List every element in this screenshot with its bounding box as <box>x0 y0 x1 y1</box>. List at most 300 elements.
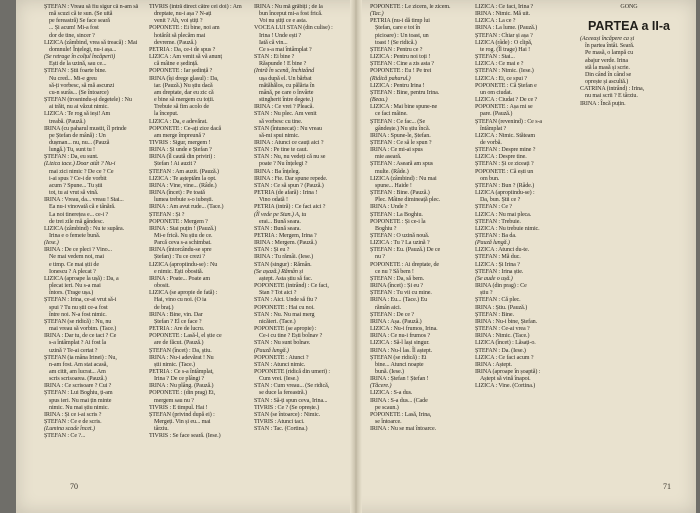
text-line: ȘTEFAN : Bine, pentru Irina. <box>370 89 440 96</box>
text-line: PETRIA : Da, ce-i de spus ? <box>149 46 216 53</box>
text-line: stingherit între degete.) <box>259 97 314 104</box>
text-line: ȘTEFAN : La Boghiu. <box>370 211 423 218</box>
text-line: lumea trebuie s-o iubești. <box>154 197 213 204</box>
text-line: IRINA (aproape în șoaptă) : <box>475 368 541 375</box>
text-line: te rog. (Îl trage) Hai ! <box>480 46 531 53</box>
text-line: POPONETE (ridică din umeri) : <box>254 368 330 375</box>
text-line: (Pauză lungă.) <box>254 347 289 354</box>
text-line: POPONETE : Lasă-l, el știe ce <box>149 333 222 340</box>
text-line: POPONETE : Așa mi se <box>475 104 533 111</box>
text-line: Iată că vin... <box>259 39 288 46</box>
text-line: IRINA (cu paharul mustit, îl prinde <box>44 125 127 132</box>
text-line: IRINA : Ștefan ! Ștefan ! <box>370 376 429 383</box>
text-line: STAN : Pe tine te caut. <box>254 147 308 154</box>
text-line: TIVRIS : Se face seară. (Iese.) <box>149 433 221 440</box>
text-line: ȘTEFAN : Stai... <box>475 54 515 61</box>
text-line: IRINA : Ce scrisoare ? Cui ? <box>44 383 112 390</box>
text-line: IRINA : Ba înțeleg. <box>254 168 300 175</box>
text-line: IRINA : Spune-le, Ștefan. <box>370 132 431 139</box>
text-line: știi nimic. (Tace.) <box>154 361 195 368</box>
text-line: POPONETE : Hai cu noi. <box>254 304 315 311</box>
text-line: întors. (Trage ușa.) <box>49 290 94 297</box>
text-line: LIZICA : Te rog să ieși! Am <box>44 111 111 118</box>
text-line: LIZICA (aproape la ușă) : Da, a <box>44 275 119 282</box>
text-line: STAN : Nu, nu vedeți că nu se <box>254 154 326 161</box>
text-line: venit ? Ah, voi știți ? <box>154 18 203 25</box>
text-line: POPONETE : Iar ședință ? <box>149 68 213 75</box>
text-line: de vorbă. <box>480 139 502 146</box>
text-line: STAN (întunecat) : Nu vreau <box>254 125 322 132</box>
text-line: TIVRIS : Ce ? (Se oprește.) <box>254 404 319 411</box>
text-line: IRINA : Așa. (Pauză.) <box>370 318 422 325</box>
text-line: LIZICA (se apropie de fată) : <box>149 290 218 297</box>
text-line: ȘTEFAN (încet) : Da, știu. <box>149 347 212 354</box>
text-line: i-ai spus ? Ce-i de vorbit <box>49 175 107 182</box>
text-line: multe. (Râde.) <box>375 168 409 175</box>
text-line: Mi-e frică. Nu știu de ce. <box>154 233 213 239</box>
text-line: POPONETE : Atunci ? <box>254 354 309 361</box>
text-line: (Lizica tace.) Doar atât ? Nu-i <box>44 161 116 168</box>
text-line: ȘTEFAN : Lui Boghiu, ți-am <box>44 390 113 397</box>
text-line: STAN : Nu sunt bolnav. <box>254 340 311 347</box>
text-line: POPONETE : Ai dreptate, de <box>370 261 439 268</box>
text-line: ȘTEFAN : Și ce ziceați ? <box>475 161 534 168</box>
text-line: IRINA : Ce mi-ai spus <box>370 147 423 154</box>
text-line: ȘTEFAN : Ba da. <box>475 233 517 239</box>
text-line: LIZICA : Da, e adevărat. <box>149 118 208 125</box>
text-line: de braț.) <box>154 304 174 311</box>
text-line: târziu. <box>154 426 169 433</box>
text-line: cu-n surâs... (Se întoarce) <box>49 89 109 96</box>
text-line: IRINA : Atunci ce cauți aici ? <box>254 139 324 146</box>
text-line: IRINA : Nimic. (Tace.) <box>475 333 530 340</box>
text-line: am dreptate, dar eu zic că <box>154 89 214 96</box>
text-line: POPONETE : Că Ștefan e <box>475 82 537 89</box>
right-column-3 <box>580 4 678 480</box>
text-line: IRINA : Am avut rude... (Tace.) <box>149 204 224 211</box>
text-line: IRINA (își drege glasul) : Da, <box>149 75 219 82</box>
text-line: LIZICA (zâmbind, vrea să treacă) : Mai <box>44 39 138 46</box>
text-line: (Lumina scade încet.) <box>44 426 95 433</box>
text-line: LIZICA : Atunci du-te. <box>475 247 529 254</box>
text-line: POPONETE : Lasă, Irina, <box>370 411 432 418</box>
text-line: ȘTEFAN : Ce să le spun ? <box>370 139 432 146</box>
text-line: dor de tine, sincer ? <box>49 32 95 39</box>
text-line: LIZICA : Mai bine spune-ne <box>370 104 438 111</box>
text-line: obosit. <box>154 283 170 290</box>
page-number-left: 70 <box>70 482 78 491</box>
text-line: Ionescu ? A plecat ? <box>49 268 96 275</box>
text-line: LIZICA : La ce ? <box>475 18 516 25</box>
right-column-2 <box>475 4 573 480</box>
text-line: Ștefan, care e tot în <box>375 25 421 32</box>
text-line: (Aceeași încăpere ca și <box>580 36 635 43</box>
text-line: IRINA : De ce pleci ? Vino... <box>44 247 112 254</box>
text-line: ȘTEFAN : Pentru ce ? <box>370 46 423 53</box>
text-line: n-am fost. Am stat acasă, <box>49 361 108 368</box>
text-line: IRINA : Tu rămâi. (Iese.) <box>254 254 314 261</box>
text-line: (Tăcere.) <box>370 383 392 390</box>
page-number-right: 71 <box>663 482 671 491</box>
text-line: IRINA (încet) : Pe toată <box>149 190 205 197</box>
text-line: STAN : Să-ți spun ceva, Irina... <box>254 397 328 404</box>
text-line: STAN : Nu plec. Am venit <box>254 111 317 118</box>
text-line: Ștefan ! Ai auzit ? <box>154 161 197 168</box>
text-line: ȘTEFAN : Nimic. (Iese.) <box>475 68 534 75</box>
text-line: ȘTEFAN : Ce ? <box>475 204 513 211</box>
text-line: de trei zile mă gândesc. <box>49 218 104 225</box>
text-line: IRINA : Ce vrei ? Pleacă. <box>254 104 314 111</box>
text-line: LIZICA : Și Irina ? <box>475 261 520 268</box>
text-line: (Pauză lungă.) <box>475 240 510 247</box>
text-line: POPONETE (intrând) : Ce faci, <box>254 283 329 290</box>
text-line: Ne mai vedem noi, mai <box>49 254 104 261</box>
text-line: LIZICA : Nu mai pleca. <box>475 211 532 218</box>
text-line: LIZICA : Am venit să vă anunț <box>149 54 222 61</box>
text-line: (Se așază.) Rămân și <box>254 268 304 275</box>
text-line: Ștefan) : Tu ce crezi ? <box>154 254 206 261</box>
text-line: (Intră în scenă, închizând <box>254 68 315 75</box>
text-line: PETRIA (de afară) : Irina ! <box>254 190 318 197</box>
text-line: Ești de la uzină, sau ce... <box>49 61 107 68</box>
text-line: IRINA : Nu plâng. (Pauză.) <box>149 383 214 390</box>
text-line: la început. <box>154 111 179 118</box>
text-line: mai vreau să vorbim. (Tace.) <box>49 326 117 333</box>
text-line: STAN : Nu. Nu mai merg <box>254 311 315 318</box>
text-line: bine... Atunci noapte <box>375 361 424 368</box>
text-line: PETRIA (nu-i dă timp lui <box>370 18 430 25</box>
text-line: (Se retrage în colțul încăperii) <box>44 54 116 61</box>
text-line: ȘTEFAN : Aseară am spus <box>370 161 433 168</box>
text-line: devreme. (Pauză.) <box>154 39 197 46</box>
text-line: ȘTEFAN : Bine. <box>475 311 514 318</box>
text-line: am merge împreună ? <box>154 132 205 139</box>
text-line: știu ? <box>480 290 493 297</box>
text-line: IRINA : Aștept. <box>475 361 512 368</box>
text-line: ȘTEFAN (se ridică) : Nu, nu <box>44 318 112 325</box>
text-line: ȘTEFAN : Eu. (Pauză.) De ce <box>370 247 441 254</box>
text-line: ȘTEFAN : Despre mine ? <box>475 147 536 154</box>
text-line: ȘTEFAN : Am auzit. (Pauză.) <box>149 168 219 175</box>
text-line: IRINA (întorcându-se spre <box>149 247 212 254</box>
left-column-2 <box>149 4 247 480</box>
text-line: nicăieri. (Tace.) <box>259 318 296 325</box>
text-line: POPONETE : Ei bine, noi am <box>149 25 220 32</box>
text-line: ȘTEFAN : Ce e de scris. <box>44 419 102 426</box>
text-line: toast ! (Se ridică.) <box>375 39 417 46</box>
text-line: picioare) : Un toast, un <box>375 32 429 39</box>
text-line: ȘTEFAN (privind după ei) : <box>149 411 215 418</box>
left-column-3 <box>254 4 352 480</box>
text-line: LIZICA : Ce mai e ? <box>475 61 524 68</box>
text-line: e timp. Ce mai știi de <box>49 261 99 268</box>
text-line: TIVRIS : Sigur, mergem ! <box>149 139 211 146</box>
text-line: IRINA : Ce nu-i frumos ? <box>370 333 431 340</box>
text-line: ȘTEFAN (trosnindu-și degetele) : Nu <box>44 97 132 104</box>
text-line: ȘTEFAN : Bine. (Pauză.) <box>370 190 430 197</box>
text-line: IRINA : Nimic. Mă uit. <box>475 11 531 18</box>
text-line: Stan ? Tot aici ? <box>259 290 297 297</box>
text-line: LIZICA (zâmbind) : Nu te supăra. <box>44 225 125 232</box>
text-line: e bine să mergem cu toții. <box>154 97 215 104</box>
text-line: mătăhălos, cu pălăria în <box>259 82 315 89</box>
text-line: ȘTEFAN : Și ? <box>149 211 185 218</box>
text-line: Irina ! Unde ești ? <box>259 32 302 39</box>
text-line: Plec. Mâine dimineață plec. <box>375 197 441 204</box>
text-line: ȘTEFAN : Ce fac... (Se <box>370 118 426 125</box>
text-line: IRINA : Știu. (Pauză.) <box>475 304 528 311</box>
text-line: (Ridică paharul.) <box>370 75 411 82</box>
text-line: ai trăit, nu ai văzut nimic. <box>49 104 109 111</box>
text-line: ȘTEFAN : Da, să bem. <box>370 275 425 282</box>
text-line: că mâine e ședință. <box>154 61 199 68</box>
text-line: ȘTEFAN : Da. (Iese.) <box>475 347 526 354</box>
text-line: IRINA : Vine, vine... (Râde.) <box>149 182 217 189</box>
text-line: mă scuzi că te sun. (Se uită <box>49 11 113 18</box>
text-line: IRINA : Încă puțin. <box>580 100 626 107</box>
text-line: IRINA : Eu... (Tace.) Eu <box>370 297 428 304</box>
text-line: ȘTEFAN (ia mâna Irinei) : Nu, <box>44 354 117 361</box>
text-line: (Tac.) <box>370 11 384 18</box>
text-line: IRINA : S-a dus... (Cade <box>370 397 428 404</box>
text-line: IRINA : Nu mă grăbiți ; de la <box>254 4 323 10</box>
text-line: LIZICA (apropiindu-se) : Nu <box>149 261 218 268</box>
text-line: aștept. Asta știu să fac. <box>259 275 313 282</box>
text-line: am citit, am lucrat... Am <box>49 368 106 375</box>
text-line: ȘTEFAN : Bun ? (Râde.) <box>475 182 535 189</box>
text-line: treabă. (Pauză.) <box>49 118 86 125</box>
text-line: POPONETE : Mergem ? <box>149 218 208 225</box>
text-line: (Se aude o ușă.) <box>475 275 513 282</box>
text-line: PETRIA : Are de lucru. <box>149 326 205 333</box>
text-line: ȘTEFAN : Tu vii cu mine. <box>370 290 432 297</box>
text-line: gândește.) Nu știu încă. <box>375 125 430 132</box>
text-line: nimic. Nu mai știu nimic. <box>49 404 109 411</box>
text-line: LIZICA : Vine. (Cortina.) <box>475 383 536 390</box>
text-line: Ea nu-i vinovată că e tânără. <box>49 204 116 211</box>
text-line: Voi nu știți ce e asta. <box>259 18 308 25</box>
text-line: IRINA (din prag) : Ce <box>475 283 527 290</box>
text-line: LIZICA (apropiindu-se) : <box>475 190 535 197</box>
text-line: (Iese.) <box>44 240 59 247</box>
text-line: Pe masă, o lampă cu <box>585 50 634 57</box>
text-line: bună. (Iese.) <box>375 368 404 375</box>
text-line: om bun. <box>480 175 500 182</box>
text-line: IRINA (îl caută din priviri) : <box>149 154 216 161</box>
text-line: ȘTEFAN : Vreau să fiu sigur că n-am să <box>44 4 139 10</box>
text-line: LIZICA (încet) : Lăsați-o. <box>475 340 536 347</box>
text-line: pe Ștefan de mână) : Un <box>49 132 106 139</box>
text-line: IRINA : La lume. (Pauză.) <box>475 25 538 32</box>
text-line: ȘTEFAN : Ce ?... <box>44 433 86 440</box>
text-line: Aștept să vină înapoi. <box>480 376 531 383</box>
text-line: CATRINA (intrând) : Irina, <box>580 86 645 93</box>
text-line: ȘTEFAN : Irina, ce-ai vrut să-i <box>44 297 117 304</box>
text-line: să vorbesc cu tine. <box>259 118 303 125</box>
text-line: STAN (se întoarce) : Nimic. <box>254 411 321 418</box>
right-column-1 <box>370 4 468 480</box>
text-line: STAN : Aici. Unde să fiu ? <box>254 297 318 304</box>
text-line: LIZICA : Nimic. Stăteam <box>475 132 535 139</box>
text-line: POPONETE : Și ce-i la <box>370 218 426 225</box>
text-line: bun început mi-a fost frică. <box>259 11 323 18</box>
text-line: pe scaun.) <box>375 404 399 411</box>
text-line: spune... Haide ! <box>375 182 412 189</box>
text-line: STAN : Cum vreau... (Se ridică, <box>254 383 330 390</box>
text-line: se duce la fereastră.) <box>259 390 307 397</box>
text-line: nu ? <box>375 254 385 261</box>
text-line: poate ? Nu înțelegi ? <box>259 161 308 168</box>
text-line: să-ți vorbesc, să mă ascunzi <box>49 82 115 89</box>
text-line: IRINA : Poate... Poate am <box>149 275 210 282</box>
text-line: LIZICA : Ce faci acum ? <box>475 354 534 361</box>
text-line: se întoarce. <box>375 419 402 426</box>
text-line: Ce-i cu tine ? Ești bolnav ? <box>259 333 323 340</box>
text-line: spui ? Tu nu știi ce-a fost <box>49 304 108 311</box>
text-line: IRINA : Stai puțin ! (Pauză.) <box>149 225 217 232</box>
text-line: IRINA : Mergem. (Pauză.) <box>254 240 317 247</box>
text-line: oprește și ascultă.) <box>585 79 629 86</box>
text-line: Irina ? De ce plângi ? <box>154 376 205 383</box>
text-line: lungă.) Tu, sunt tu ! <box>49 147 95 154</box>
text-line: IRINA : Dar tu, de ce taci ? Ce <box>44 333 117 340</box>
text-line: ȘTEFAN : Că plec. <box>475 297 521 304</box>
text-line: ce faci mâine. <box>375 111 408 118</box>
text-line: acum ? Spune... Tu știi <box>49 182 103 189</box>
text-line: un om ciudat. <box>480 89 513 96</box>
text-line: STAN : Și eu ? <box>254 247 290 254</box>
text-line: STAN : Ce să spun ? (Pauză.) <box>254 182 324 189</box>
text-line: ȘTEFAN : De ce ? <box>370 311 414 318</box>
text-line: mână, pe care o învârte <box>259 89 314 96</box>
text-line: IRINA : Nu-l las. Îl aștept. <box>370 347 433 354</box>
text-line: ȘTEFAN : Da, eu sunt. <box>44 154 99 161</box>
text-line: Hai, vino cu noi. (O ia <box>154 297 207 304</box>
text-line: să-mi spui nimic. <box>259 132 300 139</box>
text-line: STAN : Atunci nimic. <box>254 361 306 368</box>
book-spread <box>16 0 696 513</box>
text-line: ȘTEFAN : Știi foarte bine. <box>44 68 107 75</box>
text-line: dreptate, nu-i așa ? N-ați <box>154 11 212 18</box>
text-line: (Beau.) <box>370 97 388 104</box>
text-line: întâmplat ? <box>480 125 507 132</box>
text-line: între noi. N-a fost nimic. <box>49 311 107 318</box>
text-line: TIVRIS (intră direct către cei doi) : Am <box>149 4 242 10</box>
text-line: ȘTEFAN : Mă duc. <box>475 254 521 261</box>
text-line: LIZICA (zâmbind) : Nu mai <box>370 175 437 182</box>
text-line: tot, tu ai vrut să vină. <box>49 190 99 197</box>
text-line: PETRIA : Mergem, Irina ? <box>254 233 317 239</box>
text-line: Răspunde ! E bine ? <box>259 61 307 68</box>
text-line: POPONETE (se apropie) : <box>254 326 317 333</box>
text-line: e nimic. Ești obosită. <box>154 268 204 275</box>
text-line: ȘTEFAN (revenind) : Ce s-a <box>475 118 543 125</box>
text-line: POPONETE : Eu ! Pe trei <box>370 68 432 75</box>
text-line: Nu cred... Mi-e greu <box>49 75 97 82</box>
text-line: STAN : Tac. (Cortina.) <box>254 426 308 433</box>
left-column-1 <box>44 4 142 480</box>
text-line: POPONETE : (din prag) Ei, <box>149 390 216 397</box>
text-line: Parcă ceva s-a schimbat. <box>154 240 212 247</box>
text-line: ȘTEFAN : Trebuie. <box>475 218 521 225</box>
text-line: IRINA : Nu se mai întoarce. <box>370 426 437 433</box>
text-line: are de făcut. (Pauză.) <box>154 340 204 347</box>
text-line: LIZICA : Pentru noi toți ! <box>370 54 431 61</box>
text-line: nu mai scrii ? E târziu. <box>585 93 638 100</box>
text-line: ȘTEFAN : Irina știe. <box>475 268 524 275</box>
text-line: LIZICA : Să-l lași singur. <box>370 340 430 347</box>
text-line: stă la masă și scrie. <box>585 64 630 71</box>
text-line: uzină ? Te-ai certat ? <box>49 347 98 354</box>
gong-label: GONG <box>620 4 638 10</box>
act-title: PARTEA a II-a <box>588 19 670 34</box>
text-line: Mergeți. Vin și eu... mai <box>154 419 211 426</box>
text-line: ȘTEFAN (se ridică) : Ei <box>370 354 427 361</box>
text-line: IRINA : Bine, vin. Dar <box>149 311 203 318</box>
text-line: STAN : Ei bine ? <box>254 54 295 61</box>
text-line: PETRIA : Ce s-a întâmplat, <box>149 368 214 375</box>
text-line: IRINA : Nu-i bine, Ștefan. <box>475 318 538 325</box>
text-line: Ștefan ? El ce face ? <box>154 318 202 325</box>
text-line: LIZICA : Tu ? La uzină ? <box>370 240 430 247</box>
text-line: IRINA : Unde ? <box>370 204 408 211</box>
text-line: pare. (Pauză.) <box>480 111 513 118</box>
text-line: (Îl vede pe Stan.) A, tu <box>254 211 307 218</box>
text-line: rămân aici. <box>375 304 401 311</box>
text-line: LIZICA : Ei, ce spui ? <box>475 75 527 82</box>
text-line: Trebuie să fim acolo de <box>154 104 210 111</box>
text-line: domnule! Înțelegi, nu-i așa... <box>49 46 117 53</box>
text-line: IRINA : Și unde e Ștefan ? <box>149 147 212 154</box>
text-line: mergem sau nu ? <box>154 397 194 404</box>
text-line: LIZICA : Pentru Irina ! <box>370 82 425 89</box>
text-line: ȘTEFAN : Chiar și așa ? <box>475 32 533 39</box>
text-line: ȘTEFAN : Cine a zis asta ? <box>370 61 434 68</box>
text-line: LIZICA : Ciudat ? De ce ? <box>475 97 538 104</box>
text-line: TIVRIS : E timpul. Hai ! <box>149 404 208 411</box>
text-line: IRINA : Vreau, da... vreau ! Stai... <box>44 197 124 204</box>
text-line: Cum vrei. (Iese.) <box>259 376 299 383</box>
text-line: IRINA : Nu-i adevărat ! Nu <box>149 354 214 361</box>
text-line: hotărât să plecăm mai <box>154 32 206 39</box>
text-line: s-a întâmplat ? Ai fost la <box>49 340 107 347</box>
text-line: POPONETE : Ce-ați zice dacă <box>149 125 222 132</box>
text-line: plecat ieri. Nu s-a mai <box>49 283 101 290</box>
text-line: Ce s-a mai întâmplat ? <box>259 46 312 53</box>
text-line: ... Și acum! Mi-a fost <box>49 25 99 32</box>
text-line: Vino odată ! <box>259 197 288 204</box>
text-line: mie aseară. <box>375 154 402 161</box>
text-line: IRINA : Și ce i-ai scris ? <box>44 411 102 418</box>
text-line: erai... Bună seara. <box>259 218 301 225</box>
text-line: STAN (singur) : Rămân. <box>254 261 312 268</box>
text-line: spus ieri. Nu mai țin minte <box>49 397 112 404</box>
text-line: ușa după el. Un bărbat <box>259 75 312 82</box>
text-line: ce nu ? Să bem ! <box>375 268 414 275</box>
text-line: iar. (Pauză.) Nu știu dacă <box>154 82 213 89</box>
text-line: LIZICA : Ce faci, Irina ? <box>475 4 534 10</box>
text-line: POPONETE : Că ești un <box>475 168 534 175</box>
text-line: Din când în când se <box>585 71 632 78</box>
text-line: ȘTEFAN : O uzină nouă. <box>370 233 430 239</box>
right-page <box>360 0 696 513</box>
text-line: PETRIA (intră) : Ce faci aici ? <box>254 204 326 211</box>
text-line: abajur verde. Irina <box>585 57 628 64</box>
text-line: La noi tinerețea e... ce-i ? <box>49 211 109 218</box>
text-line: LIZICA : Nu trebuie nimic. <box>475 225 540 232</box>
text-line: LIZICA : S-a dus. <box>370 390 413 397</box>
text-line: LIZICA : Despre tine. <box>475 154 527 161</box>
